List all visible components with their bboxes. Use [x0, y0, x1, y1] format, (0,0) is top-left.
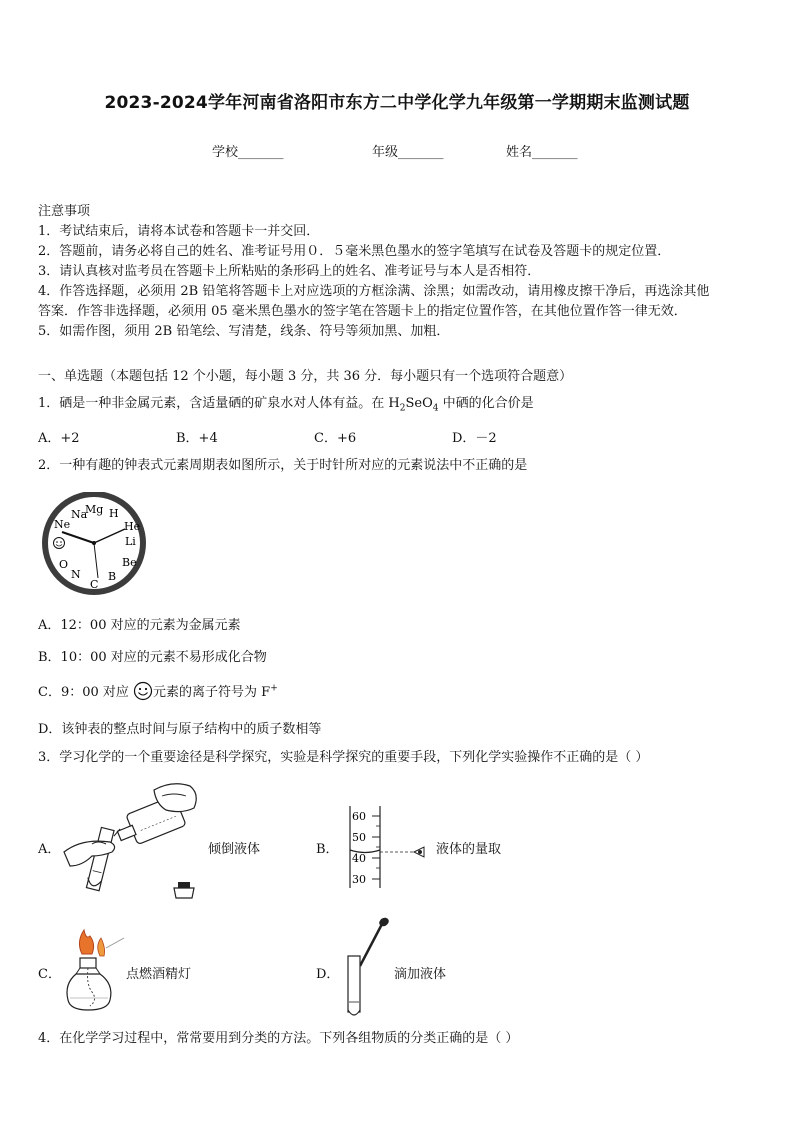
q3-option-d-letter: D． [316, 967, 340, 982]
section-heading: 一、单选题（本题包括 12 个小题，每小题 3 分，共 36 分．每小题只有一个选项符合题意） [38, 369, 573, 384]
q3-option-d-label: 滴加液体 [394, 967, 447, 982]
q2-option-a: A．12：00 对应的元素为金属元素 [38, 618, 241, 633]
q3-option-c-label: 点燃酒精灯 [126, 967, 192, 982]
clock-label: H [109, 507, 119, 520]
q1-option-c: C．+6 [314, 431, 357, 446]
q3-option-a-label: 倾倒液体 [208, 842, 261, 857]
q1-stem-part: 1．硒是一种非金属元素，含适量硒的矿泉水对人体有益。在 H [38, 396, 400, 411]
test-tube [348, 956, 360, 1012]
q1-stem-part: SeO [405, 396, 433, 411]
clock-label: N [71, 568, 81, 581]
notice-item: 4．作答选择题，必须用 2B 铅笔将答题卡上对应选项的方框涂满、涂黑；如需改动，请用橡皮擦干净后，再选涂其他 [38, 284, 710, 299]
q3-option-b-label: 液体的量取 [436, 842, 502, 857]
school-field: 学校_______ [212, 145, 284, 160]
clock-label: Ne [54, 518, 71, 531]
clock-label: He [124, 520, 141, 533]
q1-option-b: B．+4 [176, 431, 218, 446]
q1-stem-part: 中硒的化合价是 [438, 396, 534, 411]
q2-option-d: D．该钟表的整点时间与原子结构中的质子数相等 [38, 722, 322, 737]
clock-label: Li [125, 535, 136, 548]
notice-list [38, 222, 768, 342]
q1-option-a: A．+2 [38, 431, 80, 446]
q3-option-b-letter: B． [316, 842, 339, 857]
page-title: 2023-2024学年河南省洛阳市东方二中学化学九年级第一学期期末监测试题 [104, 93, 690, 113]
cylinder-tick-label: 40 [352, 852, 366, 865]
smiley-icon [133, 681, 153, 701]
q1-subscript: 4 [432, 403, 439, 414]
q1-option-d: D．－2 [452, 431, 497, 446]
cylinder-tick-label: 60 [352, 810, 366, 823]
notice-item: 答案．作答非选择题，必须用 05 毫米黑色墨水的签字笔在答题卡上的指定位置作答，在其他位置作答一律无效． [38, 304, 687, 319]
clock-label: Na [71, 508, 88, 521]
alcohol-lamp-figure [62, 926, 126, 1016]
name-field: 姓名_______ [506, 145, 578, 160]
question-2-stem: 2．一种有趣的钟表式元素周期表如图所示，关于时针所对应的元素说法中不正确的是 [38, 458, 528, 473]
ion-charge: + [270, 683, 278, 694]
question-4-stem: 4．在化学学习过程中，常常要用到分类的方法。下列各组物质的分类正确的是（ ） [38, 1031, 519, 1046]
clock-label: B [108, 570, 117, 583]
cylinder-tick-label: 30 [352, 873, 366, 886]
q2-option-b: B．10：00 对应的元素不易形成化合物 [38, 650, 267, 665]
cylinder-reading-figure [340, 804, 432, 890]
clock-label: Mg [85, 503, 104, 516]
dropper-tube [360, 924, 382, 966]
eye-icon [414, 847, 424, 857]
q3-option-c-letter: C． [38, 967, 61, 982]
notice-item: 5．如需作图，须用 2B 铅笔绘、写清楚，线条、符号等须加黑、加粗． [38, 324, 450, 339]
clock-center [92, 541, 96, 545]
question-3-stem: 3．学习化学的一个重要途径是科学探究，实验是科学探究的重要手段，下列化学实验操作不正确的是（ ） [38, 750, 649, 765]
flame-icon [79, 930, 93, 954]
notice-item: 2．答题前，请务必将自己的姓名、准考证号用０．５毫米黑色墨水的签字笔填写在试卷及答题卡的规定位置． [38, 244, 671, 259]
clock-label: C [90, 578, 99, 591]
clock-label: O [59, 558, 69, 571]
dropper-figure [340, 916, 394, 1020]
q2-option-c-part: C．9：00 对应 [38, 685, 129, 700]
q2-option-c-part: 元素的离子符号为 F [153, 685, 271, 700]
notice-item: 3．请认真核对监考员在答题卡上所粘贴的条形码上的姓名、准考证号与本人是否相符． [38, 264, 541, 279]
q3-option-a-letter: A． [38, 842, 61, 857]
notice-item: 1．考试结束后，请将本试卷和答题卡一并交回． [38, 224, 320, 239]
q1-subscript: 2 [399, 403, 406, 414]
notice-heading: 注意事项 [38, 204, 91, 219]
grade-field: 年级_______ [372, 145, 444, 160]
clock-label: Be [122, 556, 137, 569]
q2-option-c [38, 681, 278, 701]
cylinder-tick-label: 50 [352, 831, 366, 844]
element-clock-figure [38, 492, 150, 600]
pouring-liquid-figure [62, 780, 202, 905]
question-1-stem [38, 394, 534, 419]
